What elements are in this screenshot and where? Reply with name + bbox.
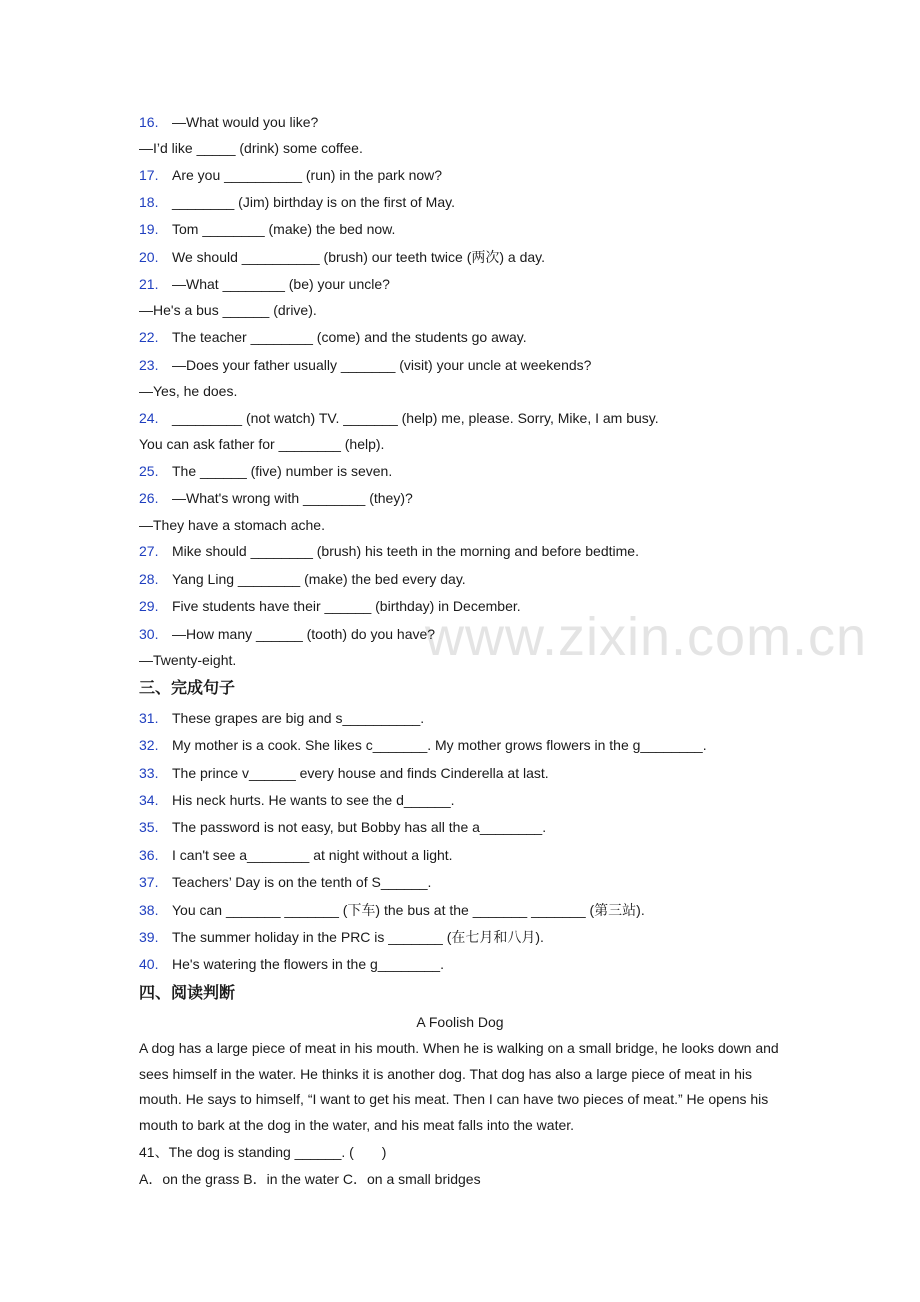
question-line	[139, 434, 384, 454]
question-text: —I’d like _____ (drink) some coffee.	[139, 140, 363, 156]
question-text: My mother is a cook. She likes c_______. My mother grows flowers in the g________.	[172, 737, 707, 753]
question-line	[139, 596, 521, 616]
question-number: 39.	[139, 929, 159, 945]
question-text: You can ask father for ________ (help).	[139, 436, 385, 452]
question-number: 36.	[139, 847, 159, 863]
question-number: 33.	[139, 765, 159, 781]
question-line	[139, 763, 549, 783]
question-text: —What's wrong with ________ (they)?	[172, 490, 413, 506]
question-line	[139, 381, 237, 401]
question-number: 29.	[139, 598, 159, 614]
question-text: —How many ______ (tooth) do you have?	[172, 626, 436, 642]
question-text: —Yes, he does.	[139, 383, 238, 399]
question-number: 21.	[139, 276, 159, 292]
reading-paragraph: A dog has a large piece of meat in his mouth. When he is walking on a small bridge, he looks down and sees himself in the water. He thinks it is another dog. That dog has also a large piece of meat in his mouth. He says to himself, “I want to get his meat. Then I can have two pieces of meat.” He opens his mouth to bark at the dog in the water, and his meat falls into the water.	[139, 1040, 779, 1133]
question-number: 23.	[139, 357, 159, 373]
question-line	[139, 192, 455, 212]
question-number: 18.	[139, 194, 159, 210]
question-number: 20.	[139, 249, 159, 265]
question-text: —Does your father usually _______ (visit) your uncle at weekends?	[172, 357, 592, 373]
question-text: He's watering the flowers in the g________.	[172, 956, 444, 972]
question-number: 30.	[139, 626, 159, 642]
question-line	[139, 735, 707, 755]
question-line	[139, 954, 444, 974]
question-text: —They have a stomach ache.	[139, 517, 325, 533]
section-3-heading: 三、完成句子	[139, 678, 236, 697]
question-number: 24.	[139, 410, 159, 426]
question-number: 17.	[139, 167, 159, 183]
question-number: 27.	[139, 543, 159, 559]
question-line	[139, 138, 363, 158]
question-line	[139, 845, 453, 865]
question-text: Mike should ________ (brush) his teeth in the morning and before bedtime.	[172, 543, 639, 559]
question-text: Tom ________ (make) the bed now.	[172, 221, 396, 237]
question-number: 38.	[139, 902, 159, 918]
question-text: The ______ (five) number is seven.	[172, 463, 393, 479]
question-number: 31.	[139, 710, 159, 726]
question-number: 32.	[139, 737, 159, 753]
reading-title: A Foolish Dog	[416, 1014, 504, 1030]
question-line	[139, 624, 435, 644]
question-text: Teachers’ Day is on the tenth of S______.	[172, 874, 432, 890]
question-line	[139, 790, 455, 810]
question-number: 28.	[139, 571, 159, 587]
question-text: I can't see a________ at night without a light.	[172, 847, 453, 863]
watermark: www.zixin.com.cn	[425, 607, 868, 667]
question-text: The password is not easy, but Bobby has all the a________.	[172, 819, 547, 835]
question-text: These grapes are big and s__________.	[172, 710, 425, 726]
question-text: The summer holiday in the PRC is _______ (在七月和八月).	[172, 929, 544, 945]
question-text: _________ (not watch) TV. _______ (help) me, please. Sorry, Mike, I am busy.	[172, 410, 659, 426]
question-line	[139, 541, 639, 561]
question-line	[139, 515, 325, 535]
question-line	[139, 488, 413, 508]
question-number: 37.	[139, 874, 159, 890]
question-line	[139, 247, 545, 267]
question-line	[139, 872, 431, 892]
question-number: 16.	[139, 114, 159, 130]
question-line	[139, 708, 424, 728]
question-text: We should __________ (brush) our teeth twice (两次) a day.	[172, 249, 546, 265]
question-line	[139, 408, 659, 428]
question-line	[139, 112, 318, 132]
question-text: You can _______ _______ (下车) the bus at the _______ _______ (第三站).	[172, 902, 645, 918]
question-text: ________ (Jim) birthday is on the first of May.	[172, 194, 455, 210]
question-text: —What would you like?	[172, 114, 319, 130]
question-line	[139, 165, 442, 185]
question-line	[139, 927, 544, 947]
question-text: Five students have their ______ (birthday) in December.	[172, 598, 521, 614]
question-41-options: A．on the grass B．in the water C．on a small bridges	[139, 1171, 481, 1187]
question-text: His neck hurts. He wants to see the d______.	[172, 792, 455, 808]
question-line	[139, 274, 390, 294]
question-line	[139, 650, 236, 670]
question-text: Are you __________ (run) in the park now?	[172, 167, 443, 183]
question-text: Yang Ling ________ (make) the bed every day.	[172, 571, 466, 587]
question-text: —What ________ (be) your uncle?	[172, 276, 390, 292]
question-41: 41、The dog is standing ______. ( )	[139, 1144, 387, 1160]
question-number: 35.	[139, 819, 159, 835]
question-line	[139, 327, 527, 347]
question-number: 25.	[139, 463, 159, 479]
question-number: 26.	[139, 490, 159, 506]
question-number: 19.	[139, 221, 159, 237]
question-line	[139, 817, 546, 837]
question-number: 40.	[139, 956, 159, 972]
question-text: —He's a bus ______ (drive).	[139, 302, 317, 318]
question-line	[139, 355, 591, 375]
question-number: 34.	[139, 792, 159, 808]
question-text: —Twenty-eight.	[139, 652, 237, 668]
question-line	[139, 461, 392, 481]
question-line	[139, 300, 317, 320]
question-line	[139, 569, 466, 589]
question-line	[139, 900, 645, 920]
section-4-heading: 四、阅读判断	[139, 983, 236, 1002]
question-text: The prince v______ every house and finds Cinderella at last.	[172, 765, 549, 781]
question-number: 22.	[139, 329, 159, 345]
question-line	[139, 219, 395, 239]
question-text: The teacher ________ (come) and the students go away.	[172, 329, 527, 345]
